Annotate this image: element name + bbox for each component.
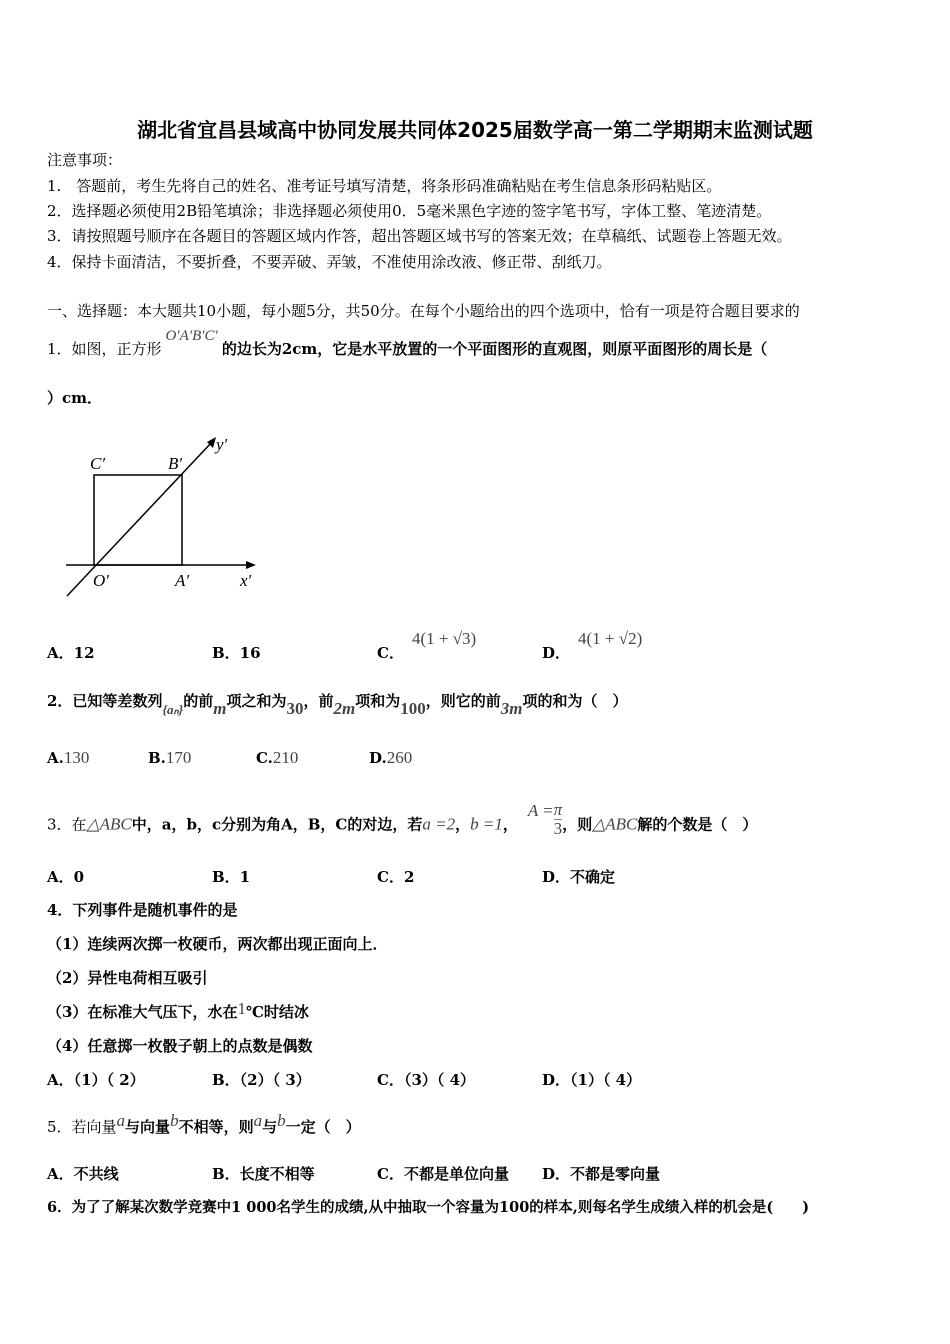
q3-option-b[interactable]: B．1 (212, 868, 251, 886)
section-heading: 一、选择题：本大题共10小题，每小题5分，共50分。在每个小题给出的四个选项中，恰有一项是符合题目要求的 (47, 302, 800, 320)
option-value: 4(1 + √2) (578, 629, 643, 648)
q3-stem (47, 800, 758, 844)
q2-text: 2．已知等差数列 (47, 692, 163, 710)
q5-option-a[interactable]: A．不共线 (47, 1165, 119, 1183)
option-label: A. (47, 749, 64, 767)
q2-text: 项和为 (355, 692, 401, 710)
q1-tail: ）cm． (47, 389, 103, 407)
x-arrow (246, 561, 256, 569)
q2-option-c[interactable] (256, 748, 298, 768)
label-a: A′ (175, 571, 190, 590)
q1-option-a[interactable]: A．12 (47, 644, 95, 662)
q4-item-4: （4）任意掷一枚骰子朝上的点数是偶数 (47, 1037, 313, 1055)
q4-option-b[interactable]: B．（2）（ 3） (212, 1071, 311, 1089)
q3-a: a =2 (422, 814, 456, 834)
q3-fraction (554, 801, 563, 838)
q2-text: ，前 (303, 692, 334, 710)
q2-text: 项的和为（ ） (522, 692, 628, 710)
q4-temp: 1 (237, 999, 246, 1018)
q1-stem (47, 328, 768, 360)
q2-30: 30 (286, 699, 304, 718)
q5-text: 5．若向量 (47, 1118, 117, 1136)
option-label: C. (256, 749, 273, 767)
fraction-denominator: 3 (553, 819, 563, 838)
option-value: 4(1 + √3) (411, 629, 477, 648)
option-value: 170 (165, 748, 192, 767)
q2-option-b[interactable] (148, 748, 191, 768)
q3-text: 3．在 (47, 815, 87, 834)
q2-m: m (213, 699, 227, 718)
note-1: 1. 答题前，考生先将自己的姓名、准考证号填写清楚，将条形码准确粘贴在考生信息条形码粘贴区。 (47, 177, 722, 195)
note-2: 2．选择题必须使用2B铅笔填涂；非选择题必须使用0．5毫米黑色字迹的签字笔书写，字体工整、笔迹清楚。 (47, 202, 772, 220)
q1-figure (0, 420, 300, 610)
option-label: D. (369, 749, 387, 767)
q1-option-d[interactable] (542, 629, 643, 663)
option-value: 130 (63, 748, 90, 767)
page-title: 湖北省宜昌县域高中协同发展共同体2025届数学高一第二学期期末监测试题 (137, 118, 813, 142)
q4-item-2: （2）异性电荷相互吸引 (47, 969, 208, 987)
y-axis (67, 442, 212, 596)
label-x: x′ (240, 571, 252, 590)
q3-text: 解的个数是（ ） (637, 815, 758, 834)
q5-text: 不相等，则 (178, 1118, 254, 1136)
q5-stem (47, 1111, 361, 1137)
q5-text: 与向量 (125, 1118, 171, 1136)
q3-text: 中，a，b，c分别为角A，B，C的对边，若 (131, 815, 423, 834)
q5-vector-b: b (170, 1111, 179, 1130)
q5-option-b[interactable]: B．长度不相等 (212, 1165, 315, 1183)
q2-seq: {aₙ} (162, 702, 184, 717)
q2-stem (47, 691, 628, 718)
q6-stem: 6．为了了解某次数学竞赛中1 000名学生的成绩,从中抽取一个容量为100的样本,则每名学生成绩入样的机会是( ) (47, 1199, 810, 1216)
q1-text: 1．如图，正方形 (47, 340, 162, 358)
q5-vector-a: a (116, 1111, 126, 1130)
q4-stem: 4．下列事件是随机事件的是 (47, 901, 238, 919)
q4-option-d[interactable]: D．（1）（ 4） (542, 1071, 642, 1089)
q2-text: ，则它的前 (425, 692, 501, 710)
q3-b: b =1 (470, 814, 503, 834)
label-y: y′ (216, 435, 228, 454)
q3-text: ， (455, 815, 471, 834)
q3-angle: A = (527, 800, 554, 820)
q2-100: 100 (400, 699, 426, 718)
option-label: C． (377, 644, 404, 662)
q5-text: 与 (262, 1118, 278, 1136)
q2-text: 的前 (183, 692, 214, 710)
notes-heading: 注意事项： (47, 151, 123, 169)
note-3: 3．请按照题号顺序在各题目的答题区域内作答，超出答题区域书写的答案无效；在草稿纸、试题卷上答题无效。 (47, 227, 792, 245)
q3-triangle: △ABC (592, 814, 638, 834)
q4-item-1: （1）连续两次掷一枚硬币，两次都出现正面向上． (47, 935, 388, 953)
q1-option-c[interactable] (377, 629, 477, 663)
q2-option-d[interactable] (369, 748, 412, 768)
q3-triangle: △ABC (86, 814, 132, 834)
q2-2m: 2m (333, 699, 356, 718)
q4-item-3 (47, 999, 309, 1022)
q1-text-2: 的边长为2cm，它是水平放置的一个平面图形的直观图，则原平面图形的周长是（ (221, 340, 768, 358)
q5-vector-b: b (277, 1111, 286, 1130)
option-label: D． (542, 644, 571, 662)
q3-text: ， (502, 815, 518, 834)
note-4: 4．保持卡面清洁，不要折叠，不要弄破、弄皱，不准使用涂改液、修正带、刮纸刀。 (47, 253, 612, 271)
q3-option-a[interactable]: A．0 (47, 868, 85, 886)
q1-square-label: O′A′B′C′ (165, 328, 218, 344)
q4-text: （3）在标准大气压下，水在 (47, 1003, 238, 1021)
q5-text: 一定（ ） (285, 1118, 361, 1136)
q4-text: ℃时结冰 (245, 1003, 309, 1021)
q2-text: 项之和为 (226, 692, 287, 710)
q3-option-d[interactable]: D．不确定 (542, 868, 616, 886)
q2-option-a[interactable] (47, 748, 89, 768)
fraction-numerator: π (553, 800, 563, 819)
q2-3m: 3m (500, 699, 523, 718)
q5-option-c[interactable]: C．不都是单位向量 (377, 1165, 509, 1183)
q4-option-a[interactable]: A．（1）（ 2） (47, 1071, 145, 1089)
q5-vector-a: a (253, 1111, 263, 1130)
q1-option-b[interactable]: B．16 (212, 644, 261, 662)
label-b: B′ (168, 454, 183, 473)
label-c: C′ (90, 454, 106, 473)
q3-text: ，则 (562, 815, 593, 834)
q5-option-d[interactable]: D．不都是零向量 (542, 1165, 661, 1183)
q4-option-c[interactable]: C．（3）（ 4） (377, 1071, 476, 1089)
q3-option-c[interactable]: C．2 (377, 868, 415, 886)
option-label: B. (148, 749, 166, 767)
label-o: O′ (93, 571, 109, 590)
option-value: 260 (386, 748, 413, 767)
option-value: 210 (272, 748, 299, 767)
